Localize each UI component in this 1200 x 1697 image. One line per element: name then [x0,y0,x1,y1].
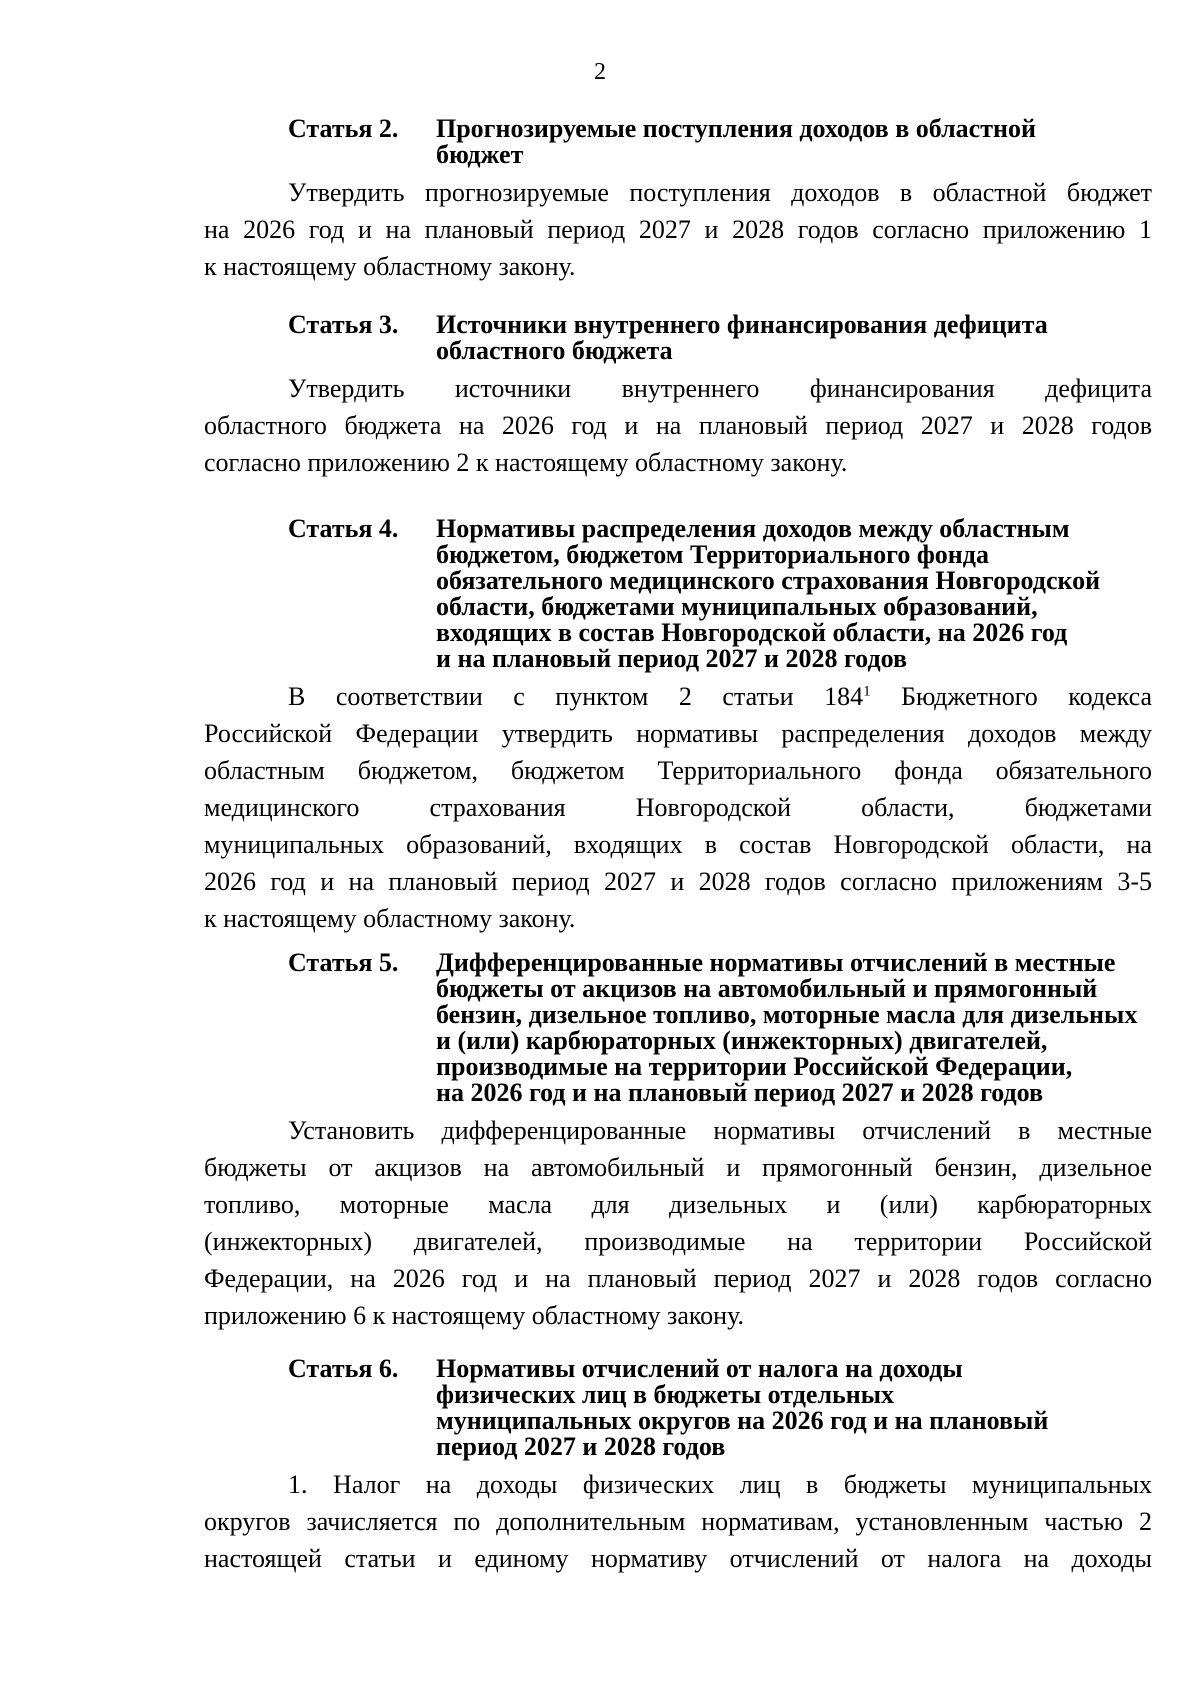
article-5 [0,950,1200,1334]
body-text: Бюджетного кодекса [870,682,1152,711]
article-title-line: Нормативы отчислений от налога на доходы [436,1354,963,1383]
article-title-line: бюджетом, бюджетом Территориального фонда [436,540,989,569]
body-line: медицинского страхования Новгородской области, бюджетами [204,793,1152,822]
article-title-line: бюджет [436,140,524,169]
article-2 [0,116,1200,285]
body-line: (инжекторных) двигателей, производимые на территории Российской [204,1227,1152,1256]
body-line: топливо, моторные масла для дизельных и (или) карбюраторных [204,1190,1152,1219]
article-title-line: период 2027 и 2028 годов [436,1432,726,1461]
article-title-line: области, бюджетами муниципальных образований, [436,592,1038,621]
article-number: Статья 3. [288,310,399,339]
article-number: Статья 4. [288,514,399,543]
body-line: к настоящему областному закону. [204,904,576,933]
article-body [204,678,1152,937]
body-line: бюджеты от акцизов на автомобильный и прямогонный бензин, дизельное [204,1153,1152,1182]
body-line: Установить дифференцированные нормативы отчислений в местные [288,1116,1152,1145]
article-title-line: Прогнозируемые поступления доходов в областной [436,114,1036,143]
article-title-line: Дифференцированные нормативы отчислений в местные [436,948,1116,977]
article-body [204,174,1152,285]
article-body [204,1466,1152,1577]
body-line: Российской Федерации утвердить нормативы распределения доходов между [204,719,1152,748]
article-title [436,516,1156,672]
article-title-line: и на плановый период 2027 и 2028 годов [436,644,907,673]
article-heading [0,950,1200,1106]
article-title [436,950,1156,1106]
article-title [436,1356,1156,1460]
article-title-line: обязательного медицинского страхования Новгородской [436,566,1101,595]
article-heading [0,116,1200,168]
body-text: В соответствии с пунктом 2 статьи 184 [288,682,864,711]
article-number: Статья 5. [288,948,399,977]
body-line: муниципальных образований, входящих в состав Новгородской области, на [204,830,1152,859]
body-line: округов зачисляется по дополнительным нормативам, установленным частью 2 [204,1507,1152,1536]
body-line: Утвердить источники внутреннего финансирования дефицита [288,374,1152,403]
article-title-line: бюджеты от акцизов на автомобильный и прямогонный [436,974,1098,1003]
article-title-line: областного бюджета [436,336,673,365]
article-heading [0,312,1200,364]
body-line: областным бюджетом, бюджетом Территориального фонда обязательного [204,756,1152,785]
article-body [204,1112,1152,1334]
body-line: 1. Налог на доходы физических лиц в бюджеты муниципальных [288,1470,1152,1499]
body-line: областного бюджета на 2026 год и на плановый период 2027 и 2028 годов [204,411,1152,440]
article-title-line: производимые на территории Российской Федерации, [436,1052,1073,1081]
superscript: 1 [863,683,871,700]
body-line [204,678,1152,715]
article-heading [0,516,1200,672]
article-title-line: Источники внутреннего финансирования дефицита [436,310,1048,339]
article-number: Статья 6. [288,1354,399,1383]
article-title-line: бензин, дизельное топливо, моторные масла для дизельных [436,1000,1138,1029]
article-4 [0,516,1200,937]
article-title-line: на 2026 год и на плановый период 2027 и 2028 годов [436,1078,1044,1107]
body-line: приложению 6 к настоящему областному закону. [204,1301,744,1330]
article-title-line: физических лиц в бюджеты отдельных [436,1380,895,1409]
body-line: Утвердить прогнозируемые поступления доходов в областной бюджет [288,178,1152,207]
article-title-line: входящих в состав Новгородской области, на 2026 год [436,618,1068,647]
article-title [436,116,1156,168]
body-line: 2026 год и на плановый период 2027 и 2028 годов согласно приложениям 3-5 [204,867,1152,896]
article-number: Статья 2. [288,114,399,143]
article-title-line: и (или) карбюраторных (инжекторных) двигателей, [436,1026,1048,1055]
article-heading [0,1356,1200,1460]
article-6 [0,1356,1200,1577]
body-line: Федерации, на 2026 год и на плановый период 2027 и 2028 годов согласно [204,1264,1152,1293]
article-title [436,312,1156,364]
body-line: на 2026 год и на плановый период 2027 и 2028 годов согласно приложению 1 [204,215,1152,244]
article-3 [0,312,1200,481]
body-line: к настоящему областному закону. [204,252,576,281]
article-body [204,370,1152,481]
body-line: настоящей статьи и единому нормативу отчислений от налога на доходы [204,1544,1152,1573]
article-title-line: Нормативы распределения доходов между областным [436,514,1070,543]
page-number: 2 [594,59,606,85]
article-title-line: муниципальных округов на 2026 год и на плановый [436,1406,1049,1435]
body-line: согласно приложению 2 к настоящему областному закону. [204,448,848,477]
